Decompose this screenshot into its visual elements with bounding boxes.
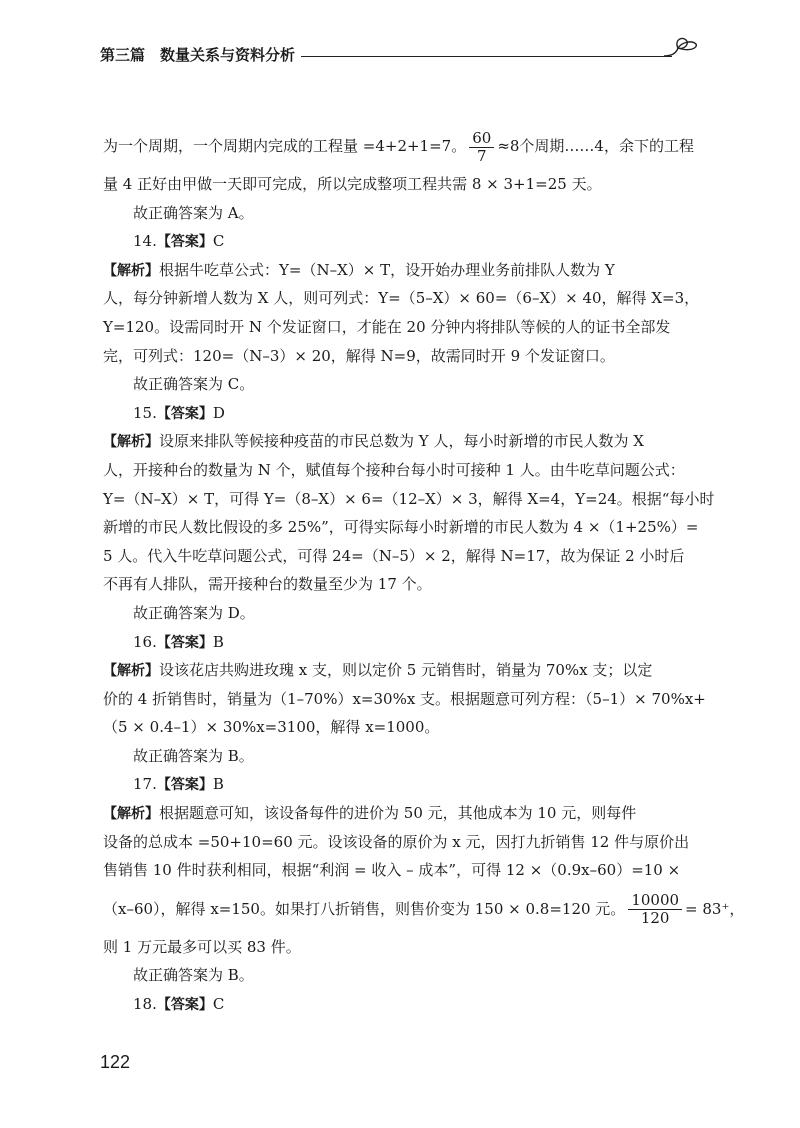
text-line: 售销售 10 件时获利相同，根据“利润 = 收入 – 成本”，可得 12 ×（0.9x–60）=10 ×: [103, 861, 681, 880]
text-segment: = 83⁺，: [685, 899, 745, 918]
analysis-tag: 【解析】: [103, 663, 159, 680]
answer-tag: 【答案】: [156, 997, 213, 1014]
text-line: 量 4 正好由甲做一天即可完成，所以完成整项工程共需 8 × 3+1=25 天。: [103, 175, 602, 193]
answer-line: [103, 227, 703, 256]
analysis-tag: 【解析】: [103, 806, 159, 823]
fraction: [628, 892, 682, 927]
text-line: 价的 4 折销售时，销量为（1–70%）x=30%x 支。根据题意可列方程：（5–1）× 70%x+: [103, 689, 706, 708]
answer-line: [103, 770, 703, 799]
answer-tag: 【答案】: [156, 234, 213, 251]
text-line: 不再有人排队，需开接种台的数量至少为 17 个。: [103, 575, 432, 594]
text-line: Y=120。设需同时开 N 个发证窗口，才能在 20 分钟内将排队等候的人的证书全部发: [103, 317, 671, 336]
answer-line: [103, 628, 703, 657]
text-segment: 设该花店共购进玫瑰 x 支，则以定价 5 元销售时，销量为 70%x 支；以定: [159, 661, 653, 680]
text-segment: 根据题意可知，该设备每件的进价为 50 元，其他成本为 10 元，则每件: [159, 804, 637, 823]
analysis-line: [103, 656, 703, 685]
leaf-icon: [660, 34, 700, 68]
answer-line: [103, 990, 703, 1019]
page-body: [103, 122, 745, 1019]
question-number: 17.: [133, 775, 157, 794]
text-line: 故正确答案为 B。: [133, 746, 254, 765]
answer-value: C: [212, 232, 225, 251]
answer-value: D: [212, 403, 225, 422]
text-line: 故正确答案为 C。: [133, 375, 255, 394]
text-segment: ≈8个周期……4，余下的工程: [497, 137, 694, 155]
text-line: 故正确答案为 A。: [133, 203, 254, 222]
text-segment: 为一个周期，一个周期内完成的工程量 =4+2+1=7。: [103, 137, 467, 155]
text-line: 设备的总成本 =50+10=60 元。设该设备的原价为 x 元，因打九折销售 12 件与原价出: [103, 832, 690, 851]
fraction-numerator: 10000: [628, 892, 682, 910]
analysis-tag: 【解析】: [103, 434, 159, 451]
question-number: 14.: [133, 232, 157, 251]
question-number: 15.: [133, 403, 157, 422]
question-number: 16.: [133, 632, 157, 651]
text-line: 人，每分钟新增人数为 X 人，则可列式：Y=（5–X）× 60=（6–X）× 40，解得 X=3，: [103, 289, 700, 308]
text-segment: 根据牛吃草公式：Y=（N–X）× T，设开始办理业务前排队人数为 Y: [159, 260, 615, 279]
answer-line: [103, 399, 703, 428]
answer-value: B: [212, 632, 224, 651]
answer-tag: 【答案】: [156, 405, 213, 422]
text-line: 故正确答案为 D。: [133, 603, 255, 622]
analysis-line: [103, 427, 703, 456]
header-title: 第三篇 数量关系与资料分析: [100, 44, 301, 65]
page-number: 122: [100, 1052, 131, 1072]
text-line: （5 × 0.4–1）× 30%x=3100，解得 x=1000。: [103, 718, 440, 737]
text-line: 新增的市民人数比假设的多 25%”，可得实际每小时新增的市民人数为 4 ×（1+25%）=: [103, 518, 699, 537]
fraction: [469, 130, 494, 165]
answer-tag: 【答案】: [156, 634, 213, 651]
text-line: 5 人。代入牛吃草问题公式，可得 24=（N–5）× 2，解得 N=17，故为保证 2 小时后: [103, 546, 685, 565]
text-line: [103, 122, 703, 170]
analysis-tag: 【解析】: [103, 262, 159, 279]
analysis-line: [103, 256, 703, 285]
text-line: 则 1 万元最多可以买 83 件。: [103, 937, 301, 956]
fraction-numerator: 60: [469, 130, 494, 148]
text-segment: 设原来排队等候接种疫苗的市民总数为 Y 人，每小时新增的市民人数为 X: [159, 432, 644, 451]
text-line: 完，可列式：120=（N–3）× 20，解得 N=9，故需同时开 9 个发证窗口。: [103, 346, 615, 365]
analysis-line: [103, 799, 703, 828]
text-line: 故正确答案为 B。: [133, 966, 254, 985]
answer-value: C: [212, 995, 225, 1014]
page-header: [100, 38, 700, 78]
answer-tag: 【答案】: [156, 777, 213, 794]
text-line: Y=（N–X）× T，可得 Y=（8–X）× 6=（12–X）× 3，解得 X=4，Y=24。根据“每小时: [103, 489, 715, 508]
text-line: [103, 885, 745, 933]
answer-value: B: [212, 775, 224, 794]
question-number: 18.: [133, 995, 157, 1014]
fraction-denominator: 7: [476, 146, 487, 165]
fraction-denominator: 120: [640, 909, 670, 928]
text-line: 人，开接种台的数量为 N 个，赋值每个接种台每小时可接种 1 人。由牛吃草问题公式：: [103, 460, 685, 479]
text-segment: （x–60），解得 x=150。如果打八折销售，则售价变为 150 × 0.8=120 元。: [103, 899, 626, 918]
